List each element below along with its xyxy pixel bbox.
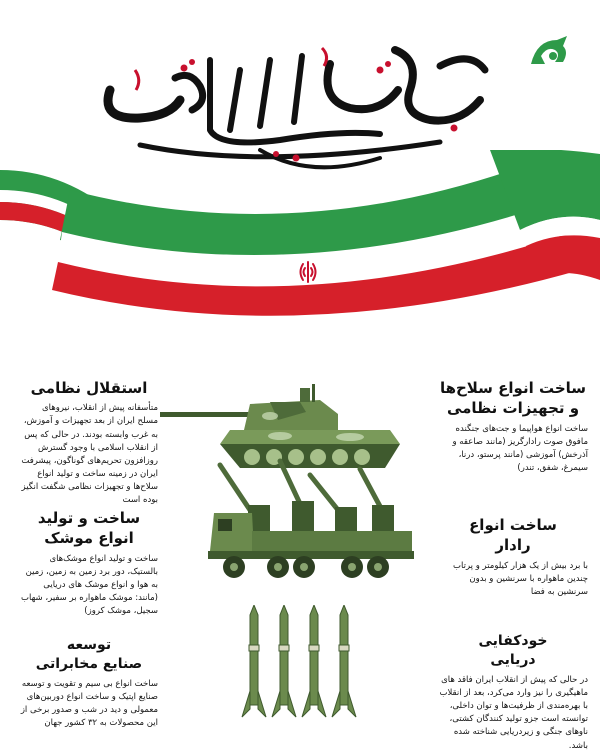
- section-weapons: [438, 378, 588, 475]
- section-title-line2: صنایع مخابراتی: [35, 655, 143, 672]
- section-title-line1: توسعه: [66, 637, 112, 653]
- section-title: [438, 378, 588, 419]
- section-military-independence: [20, 378, 158, 508]
- section-title: [438, 632, 588, 670]
- section-naval: [438, 632, 588, 753]
- section-body: متأسفانه پیش از انقلاب، نیروهای مسلح ایران از بعد تجهیزات و آموزش، به غرب وابسته بودند. در حالی که پس از انقلاب اسلامی با وجود گسترش روزافزون تحریم‌های گوناگون، پیشرفت ایران در زمینه ساخت و تولید انواع سلاح‌ها و تجهیزات نظامی شگفت انگیز بوده است: [21, 403, 158, 506]
- section-title: استقلال نظامی: [30, 379, 148, 397]
- section-title-line1: ساخت انواع: [469, 516, 557, 534]
- flag-ribbon: [0, 150, 600, 330]
- logo-icon: [527, 34, 573, 70]
- section-body: با برد بیش از یک هزار کیلومتر و پرتاب چندین ماهواره با سرنشین و بدون سرنشین به فضا: [453, 560, 588, 597]
- section-body: ساخت و تولید انواع موشک‌های بالستیک، دور برد زمین به زمین، زمین به هوا و انواع موشک های دریایی (مانند: موشک ماهواره بر سفیر، شهاب سجیل، موشک کروز): [21, 553, 158, 617]
- section-body: در حالی که پیش از انقلاب ایران فاقد های ماهیگیری را نیز وارد می‌کرد، بعد از انقلاب با بهره‌مندی از ظرفیت‌ها و توان داخلی، توانسته است جزو تولید کنندگان کشتی، ناوهای جنگی و زیردریایی شناخته شده باشد.: [439, 674, 588, 751]
- section-title-line2: و تجهیزات نظامی: [446, 399, 580, 418]
- section-title: [20, 636, 158, 674]
- section-body: ساخت انواع هواپیما و جت‌های جنگنده مافوق صوت رادارگریز (مانند صاعقه و آذرخش) آموزشی (مانند پرستو، درنا، سیمرغ، شفق، تندر): [452, 423, 588, 474]
- emblem-icon: [294, 258, 322, 286]
- section-title-line2: انواع موشک: [44, 529, 134, 548]
- missile-truck-icon: [200, 455, 415, 580]
- section-body: ساخت انواع بی سیم و تقویت و توسعه صنایع اپتیک و ساخت انواع دوربین‌های معمولی و دید در شب و صدور برخی از این محصولات به ۳۲ کشور جهان: [20, 678, 158, 729]
- section-title-line2: دریایی: [490, 651, 536, 668]
- header: [0, 0, 600, 330]
- section-missiles: [20, 508, 158, 618]
- section-radar: [438, 515, 588, 599]
- section-title-line1: ساخت انواع سلاح‌ها: [439, 379, 587, 397]
- section-title: [438, 515, 588, 556]
- section-intelligence: [20, 636, 158, 730]
- missiles-icon: [238, 605, 368, 730]
- section-title: [20, 508, 158, 549]
- section-title-line1: ساخت و تولید: [37, 509, 141, 527]
- section-title-line2: رادار: [495, 536, 531, 555]
- section-title-line1: خودکفایی: [478, 633, 548, 649]
